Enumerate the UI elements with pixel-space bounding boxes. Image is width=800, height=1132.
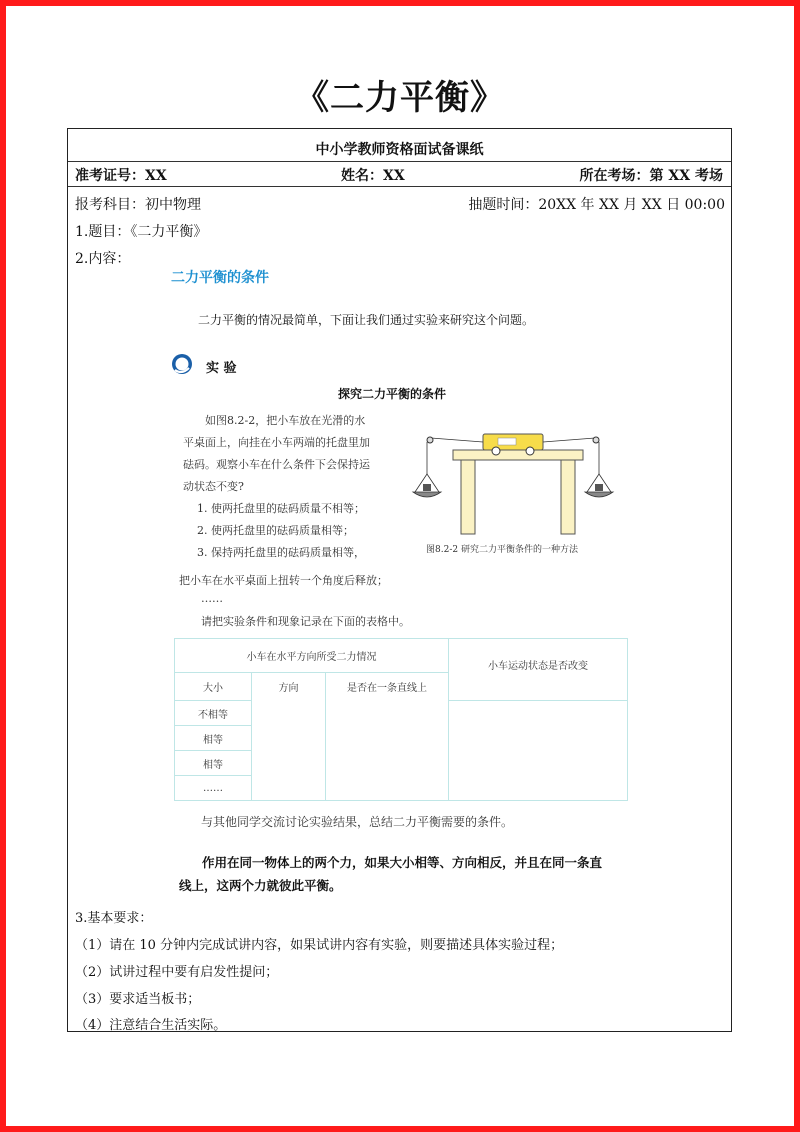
table-col-direction-label: 方向 (278, 683, 299, 694)
exp-line: 平桌面上，向挂在小车两端的托盘里加 (183, 436, 370, 449)
exp-step: 1. 使两托盘里的砝码质量不相等； (197, 502, 365, 515)
experiment-label: 实 验 (206, 361, 237, 376)
table-col-line (326, 673, 449, 801)
experiment-description (183, 410, 423, 564)
discuss-line: 与其他同学交流讨论实验结果，总结二力平衡需要的条件。 (201, 815, 514, 829)
content-label: 2.内容： (75, 251, 131, 267)
topic: 1.题目：《二力平衡》 (75, 224, 208, 240)
draw-time: 抽题时间：20XX 年 XX 月 XX 日 00:00 (468, 197, 725, 213)
requirement-item: （1）请在 10 分钟内完成试讲内容，如果试讲内容有实验，则要描述具体实验过程； (75, 938, 564, 953)
figure-caption: 图8.2-2 研究二力平衡条件的一种方法 (426, 545, 578, 555)
lesson-prep-sheet (67, 128, 732, 1032)
table-row: 相等 (175, 726, 252, 751)
table-row: 不相等 (175, 701, 252, 726)
exp-step: 3. 保持两托盘里的砝码质量相等， (197, 546, 365, 559)
section-title: 二力平衡的条件 (171, 270, 269, 286)
exp-line: 砝码。观察小车在什么条件下会保持运 (183, 458, 370, 471)
experiment-record-table (174, 638, 628, 801)
subject: 报考科目：初中物理 (75, 197, 201, 213)
requirement-item: （4）注意结合生活实际。 (75, 1018, 227, 1033)
divider (68, 186, 731, 187)
rotate-line: 把小车在水平桌面上扭转一个角度后释放； (179, 574, 388, 587)
divider (68, 161, 731, 162)
table-state-cell (449, 701, 628, 801)
experiment-title: 探究二力平衡的条件 (338, 387, 447, 401)
exp-line: 动状态不变? (183, 480, 244, 493)
table-row: 相等 (175, 751, 252, 776)
table-col-direction (252, 673, 326, 801)
table-row: …… (175, 776, 252, 801)
candidate-name: 姓名：XX (341, 168, 405, 184)
record-line: 请把实验条件和现象记录在下面的表格中。 (201, 615, 410, 628)
intro-text: 二力平衡的情况最简单，下面让我们通过实验来研究这个问题。 (198, 313, 535, 327)
exp-step: 2. 使两托盘里的砝码质量相等； (197, 524, 354, 537)
table-col-line-label: 是否在一条直线上 (347, 683, 427, 694)
requirements-label: 3.基本要求： (75, 911, 153, 926)
experiment-icon (171, 353, 193, 375)
conclusion-line-1: 作用在同一物体上的两个力，如果大小相等、方向相反，并且在同一条直 (202, 855, 603, 870)
requirement-item: （2）试讲过程中要有启发性提问； (75, 965, 279, 980)
table-col-size: 大小 (175, 673, 252, 701)
ellipsis: …… (201, 592, 223, 605)
exp-line: 如图8.2-2，把小车放在光滑的水 (205, 414, 366, 427)
conclusion-line-2: 线上，这两个力就彼此平衡。 (179, 878, 342, 893)
page-title: 《二力平衡》 (295, 78, 505, 118)
requirement-item: （3）要求适当板书； (75, 992, 201, 1007)
exam-id: 准考证号：XX (75, 168, 167, 184)
exam-location: 所在考场：第 XX 考场 (579, 168, 723, 184)
table-group-header: 小车在水平方向所受二力情况 (175, 639, 449, 673)
experiment-figure (403, 412, 623, 542)
table-state-header: 小车运动状态是否改变 (449, 639, 628, 701)
form-title: 中小学教师资格面试备课纸 (315, 142, 484, 158)
